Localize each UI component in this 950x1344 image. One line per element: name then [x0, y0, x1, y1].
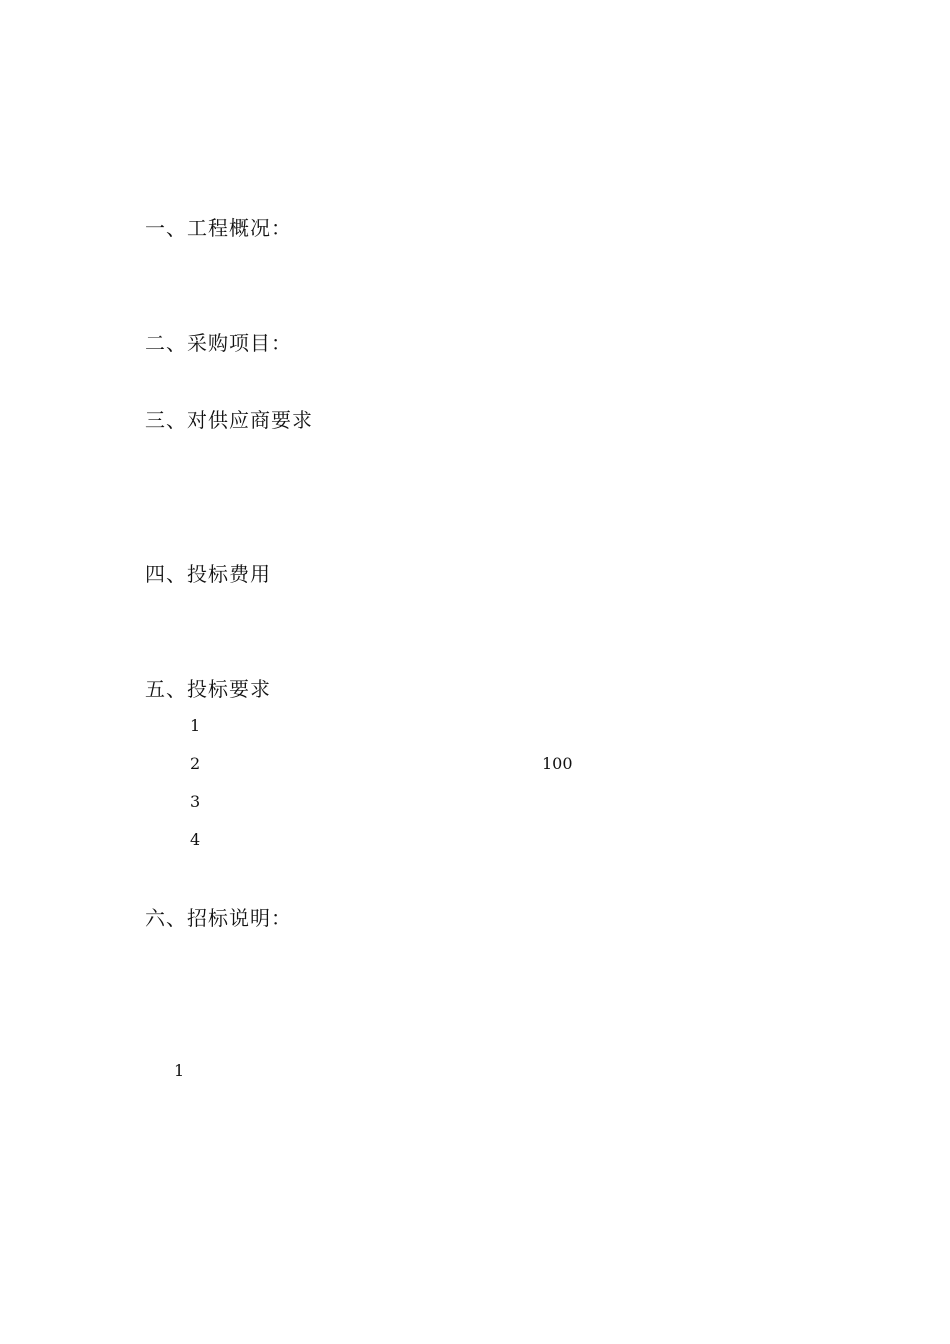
section-heading-3: 三、对供应商要求	[145, 408, 313, 432]
inline-number: 1	[174, 1061, 185, 1080]
section-heading-1: 一、工程概况：	[145, 216, 292, 240]
list-number: 2	[190, 754, 201, 773]
section-heading-5: 五、投标要求	[145, 677, 271, 701]
list-number: 3	[190, 792, 201, 811]
section-heading-2: 二、采购项目：	[145, 331, 292, 355]
section-heading-4: 四、投标费用	[145, 562, 271, 586]
section-heading-6: 六、招标说明：	[145, 906, 292, 930]
list-number: 1	[190, 716, 201, 735]
list-number: 4	[190, 830, 201, 849]
list-item-value: 100	[542, 754, 573, 773]
